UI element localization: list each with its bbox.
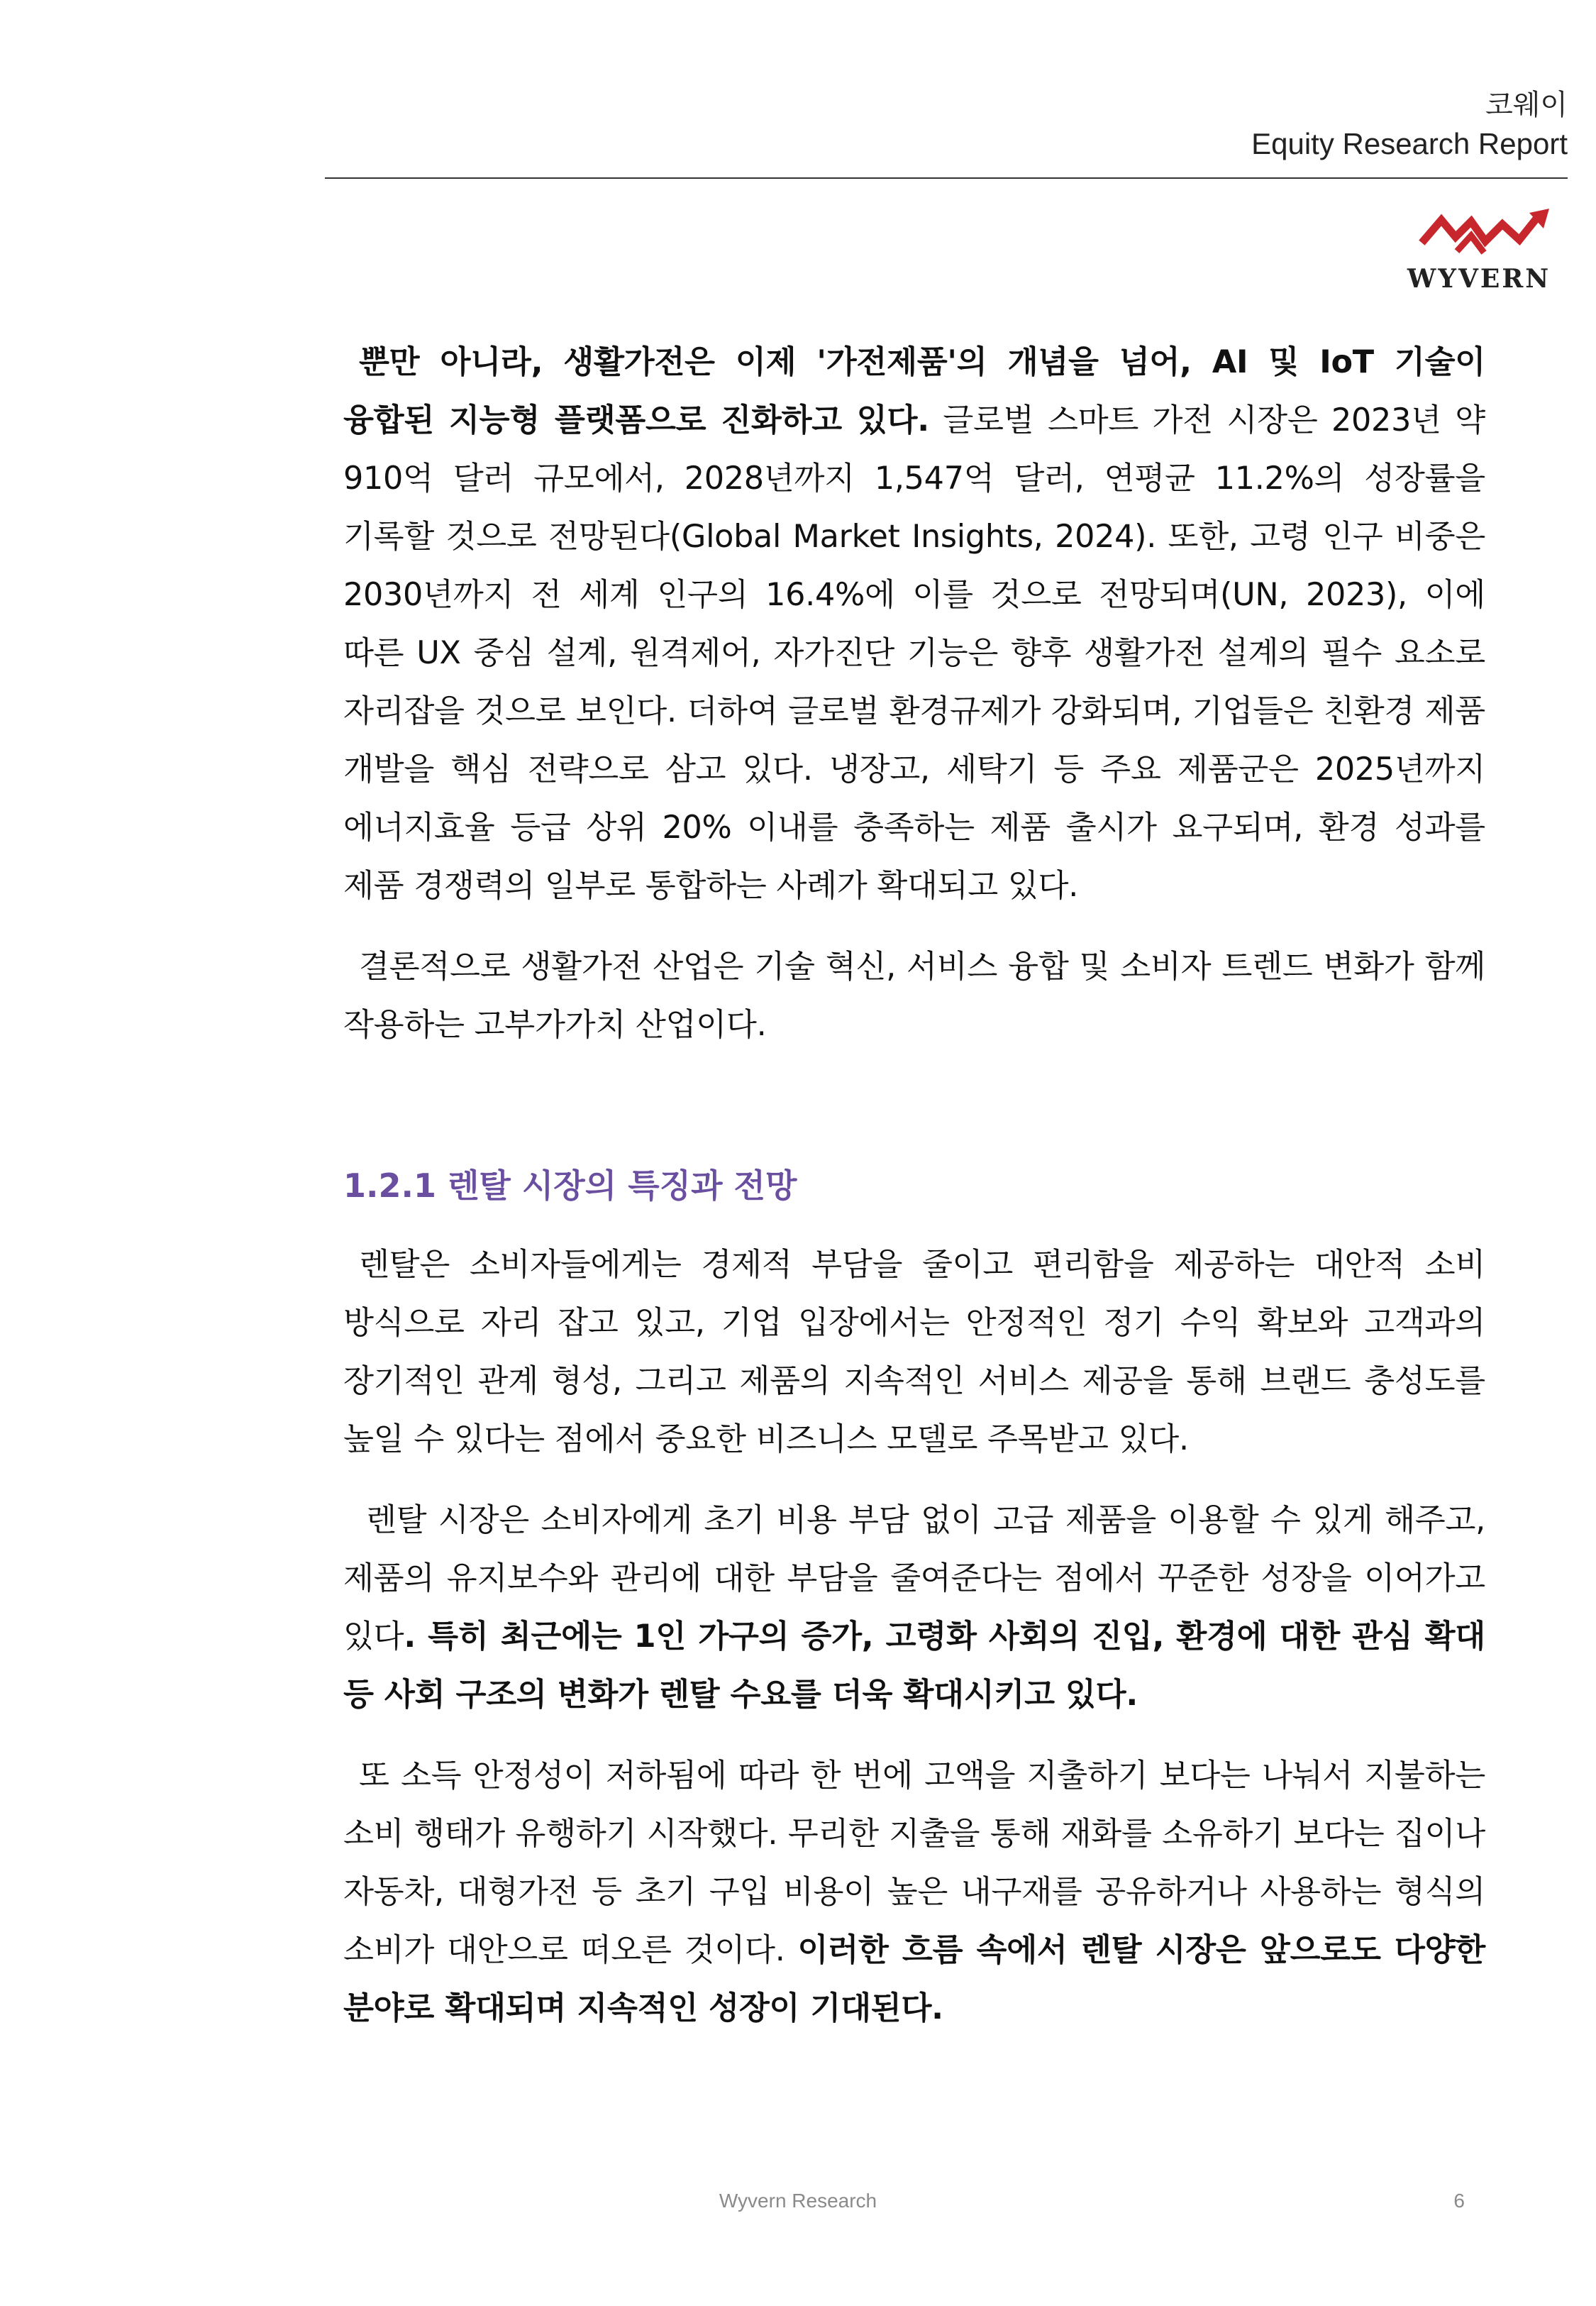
wyvern-logo xyxy=(1397,206,1561,298)
paragraph-rental-outlook xyxy=(343,1747,1485,2038)
paragraph-smart-appliance xyxy=(343,333,1485,915)
paragraph-rental-intro: 렌탈은 소비자들에게는 경제적 부담을 줄이고 편리함을 제공하는 대안적 소비 방식으로 자리 잡고 있고, 기업 입장에서는 안정적인 정기 수익 확보와 고객과의 장기적인 관계 형성, 그리고 제품의 지속적인 서비스 제공을 통해 브랜드 충성도를 높일 수 있다는 점에서 중요한 비즈니스 모델로 주목받고 있다. xyxy=(343,1247,1485,1457)
report-body xyxy=(343,333,1485,2038)
paragraph-rental-outlook-bold: 이러한 흐름 속에서 렌탈 시장은 앞으로도 다양한 분야로 확대되며 지속적인 성장이 기대된다. xyxy=(343,1932,1485,2026)
paragraph-rental-growth-text: 렌탈 시장은 소비자에게 초기 비용 부담 없이 고급 제품을 이용할 수 있게 해주고, 제품의 유지보수와 관리에 대한 부담을 줄여준다는 점에서 꾸준한 성장을 이어가고 있다 xyxy=(343,1502,1485,1655)
header-divider xyxy=(325,177,1568,179)
header-report-type: Equity Research Report xyxy=(1251,127,1568,160)
paragraph-rental-outlook-text: 또 소득 안정성이 저하됨에 따라 한 번에 고액을 지출하기 보다는 나눠서 지불하는 소비 행태가 유행하기 시작했다. 무리한 지출을 통해 재화를 소유하기 보다는 집이나 자동차, 대형가전 등 초기 구입 비용이 높은 내구재를 공유하거나 사용하는 형식의 소비가 대안으로 떠오른 것이다. xyxy=(343,1758,1485,1968)
paragraph-rental-growth-bold: . 특히 최근에는 1인 가구의 증가, 고령화 사회의 진입, 환경에 대한 관심 확대 등 사회 구조의 변화가 렌탈 수요를 더욱 확대시키고 있다. xyxy=(343,1618,1485,1713)
paragraph-rental-growth xyxy=(343,1491,1485,1724)
footer-page-number: 6 xyxy=(1453,2190,1465,2212)
paragraph-conclusion: 결론적으로 생활가전 산업은 기술 혁신, 서비스 융합 및 소비자 트렌드 변화가 함께 작용하는 고부가가치 산업이다. xyxy=(343,949,1485,1043)
footer-publisher: Wyvern Research xyxy=(719,2190,877,2212)
paragraph-smart-appliance-text: 글로벌 스마트 가전 시장은 2023년 약 910억 달러 규모에서, 2028년까지 1,547억 달러, 연평균 11.2%의 성장률을 기록할 것으로 전망된다(Global Market Insights, 2024). 또한, 고령 인구 비중은 2030년까지 전 세계 인구의 16.4%에 이를 것으로 전망되며(UN, 2023), 이에 따른 UX 중심 설계, 원격제어, 자가진단 기능은 향후 생활가전 설계의 필수 요소로 자리잡을 것으로 보인다. 더하여 글로벌 환경규제가 강화되며, 기업들은 친환경 제품 개발을 핵심 전략으로 삼고 있다. 냉장고, 세탁기 등 주요 제품군은 2025년까지 에너지효율 등급 상위 20% 이내를 충족하는 제품 출시가 요구되며, 환경 성과를 제품 경쟁력의 일부로 통합하는 사례가 확대되고 있다. xyxy=(343,402,1485,904)
wyvern-logo-mark-icon xyxy=(1397,206,1561,263)
wyvern-logo-text: WYVERN xyxy=(1407,264,1551,294)
section-heading: 1.2.1 렌탈 시장의 특징과 전망 xyxy=(343,1166,797,1205)
header-company-name: 코웨이 xyxy=(1485,89,1568,121)
paragraph-smart-appliance-bold: 뿐만 아니라, 생활가전은 이제 '가전제품'의 개념을 넘어, AI 및 IoT 기술이 융합된 지능형 플랫폼으로 진화하고 있다. xyxy=(343,344,1485,438)
